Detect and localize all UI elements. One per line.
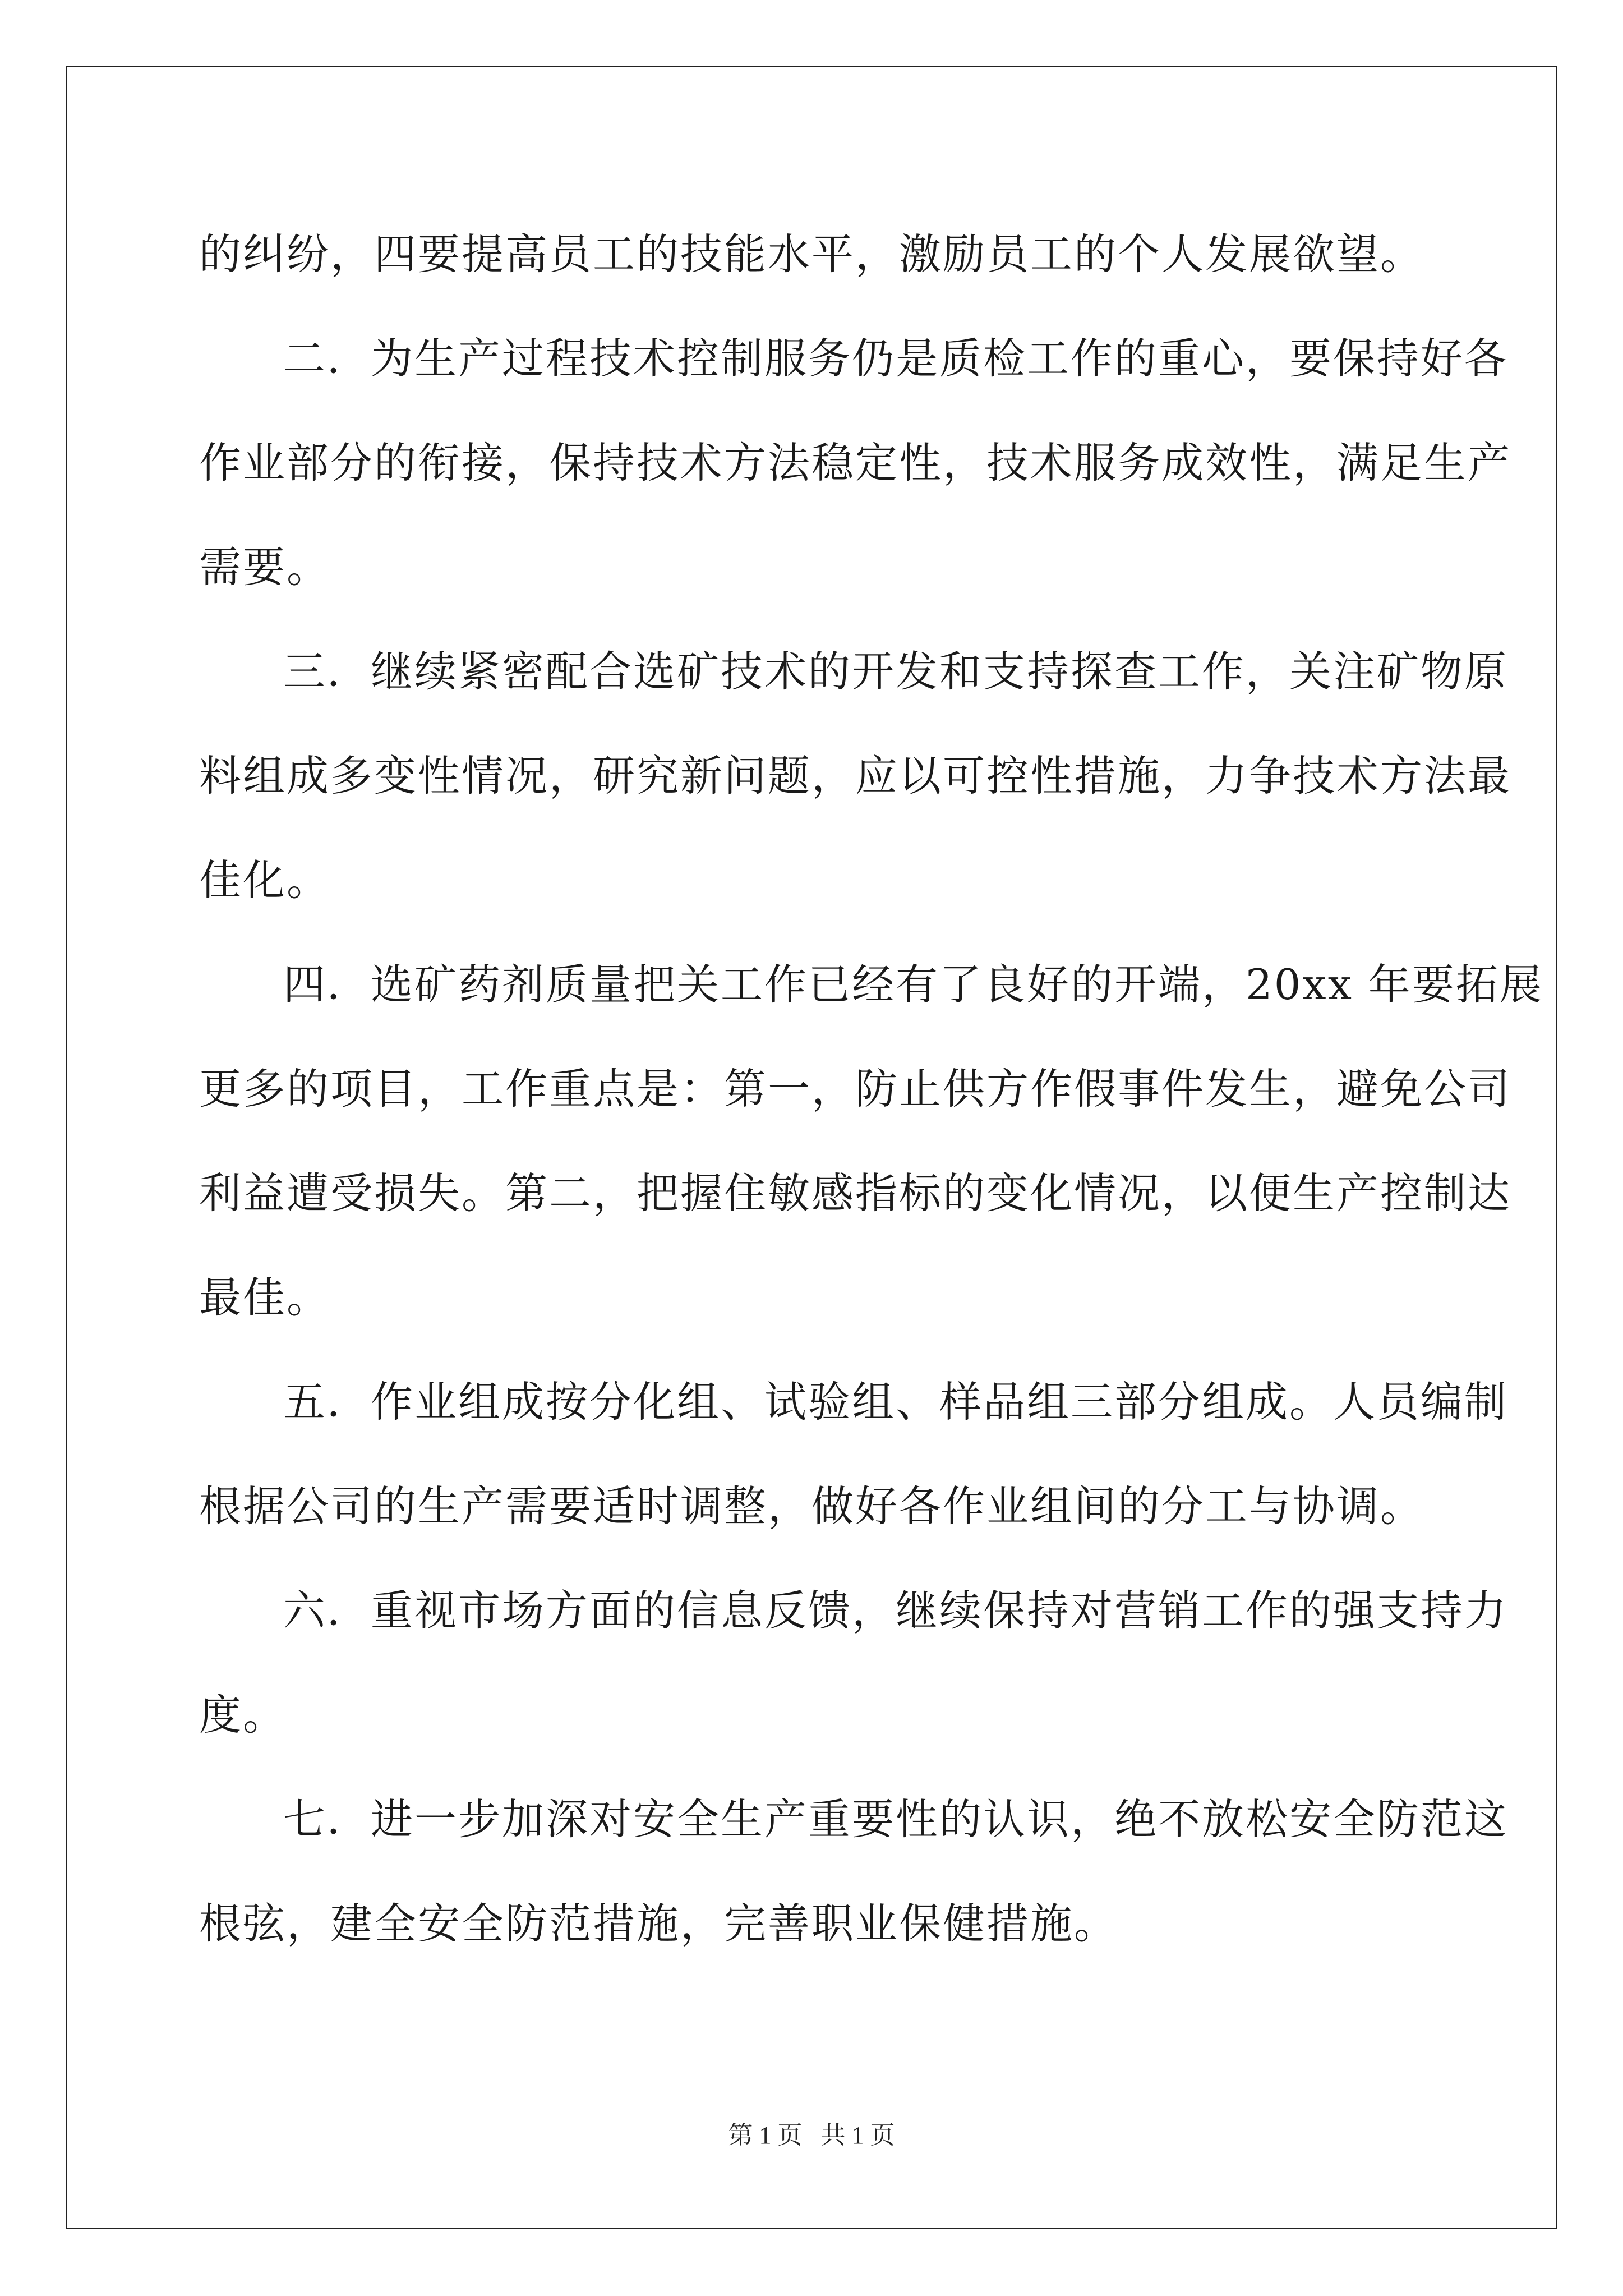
text-line: 的纠纷，四要提高员工的技能水平，激励员工的个人发展欲望。 [199, 229, 1424, 279]
paragraph-4 [199, 932, 1543, 1350]
text-line: 度。 [199, 1690, 287, 1740]
text-line: 五．作业组成按分化组、试验组、样品组三部分组成。人员编制 [283, 1377, 1509, 1427]
text-line: 料组成多变性情况，研究新问题，应以可控性措施，力争技术方法最 [199, 751, 1512, 800]
text-line: 根弦，建全安全防范措施，完善职业保健措施。 [199, 1899, 1118, 1948]
document-body [199, 202, 1543, 1976]
paragraph-6 [199, 1558, 1509, 1767]
paragraph-5 [199, 1350, 1509, 1558]
paragraph-7 [199, 1767, 1509, 1976]
text-line: 佳化。 [199, 855, 331, 905]
paragraph-2 [199, 306, 1512, 619]
page-number-footer: 第 1 页 共 1 页 [728, 2122, 895, 2149]
paragraph-3 [199, 619, 1512, 932]
text-line: 六．重视市场方面的信息反馈，继续保持对营销工作的强支持力 [283, 1586, 1509, 1635]
text-line: 更多的项目，工作重点是：第一，防止供方作假事件发生，避免公司 [199, 1064, 1512, 1114]
text-line: 七．进一步加深对安全生产重要性的认识，绝不放松安全防范这 [283, 1795, 1509, 1844]
text-line: 最佳。 [199, 1273, 331, 1322]
text-line: 二．为生产过程技术控制服务仍是质检工作的重心，要保持好各 [283, 334, 1509, 383]
text-line: 利益遭受损失。第二，把握住敏感指标的变化情况，以便生产控制达 [199, 1168, 1512, 1218]
text-line: 三．继续紧密配合选矿技术的开发和支持探查工作，关注矿物原 [283, 647, 1509, 696]
paragraph-continuation [199, 202, 1427, 306]
text-line: 作业部分的衔接，保持技术方法稳定性，技术服务成效性，满足生产 [199, 438, 1512, 487]
text-line: 四．选矿药剂质量把关工作已经有了良好的开端，20xx 年要拓展 [283, 960, 1543, 1009]
text-line: 需要。 [199, 542, 331, 592]
text-line: 根据公司的生产需要适时调整，做好各作业组间的分工与协调。 [199, 1481, 1424, 1531]
